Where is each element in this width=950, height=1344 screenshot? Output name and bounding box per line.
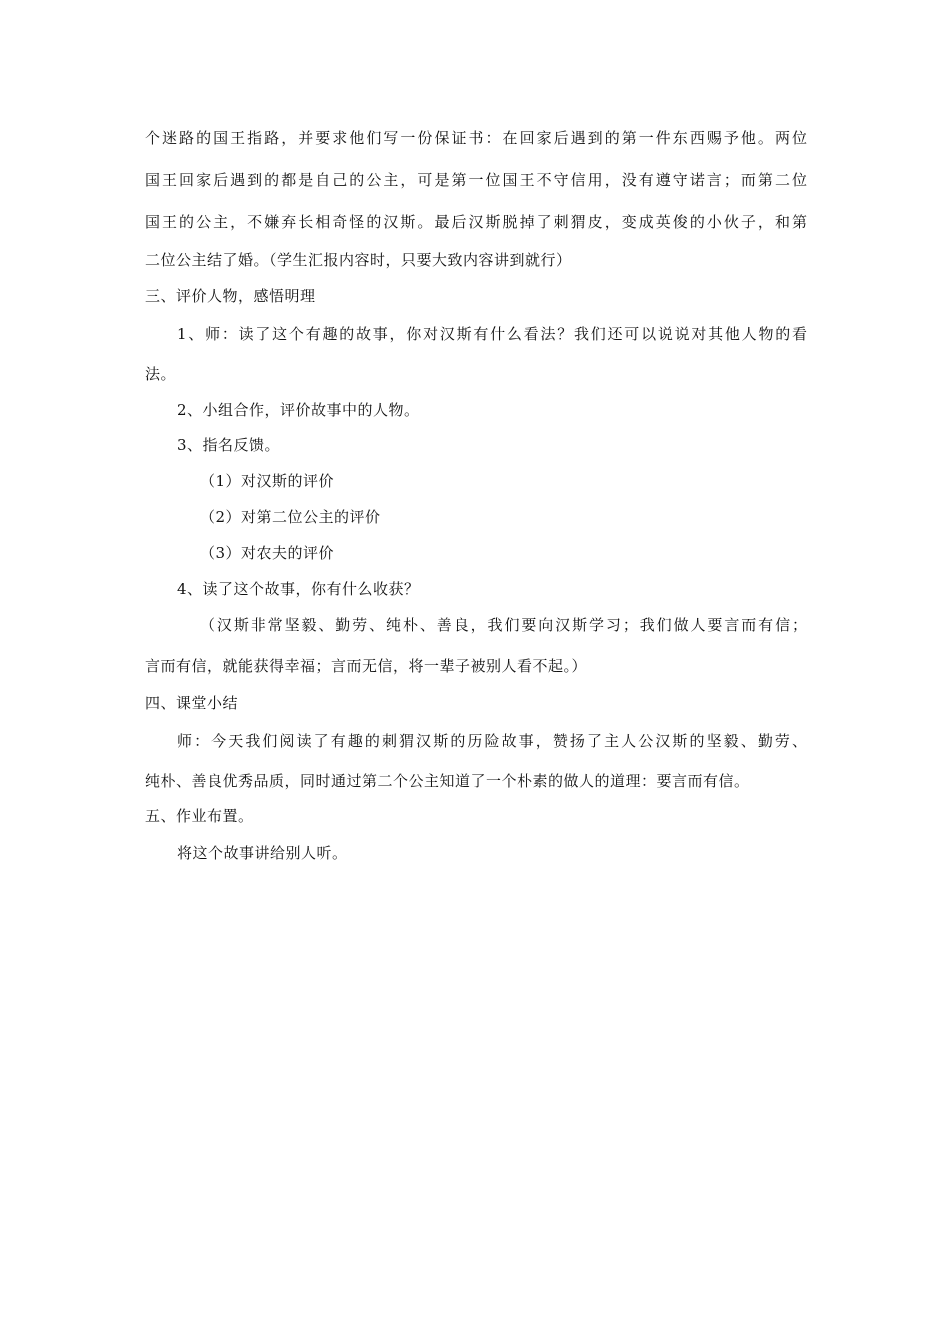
- paragraph-line: 国王回家后遇到的都是自己的公主，可是第一位国王不守信用，没有遵守诺言；而第二位: [145, 171, 807, 189]
- sub-list-item: （3）对农夫的评价: [200, 544, 335, 562]
- summary-text: 纯朴、善良优秀品质，同时通过第二个公主知道了一个朴素的做人的道理：要言而有信。: [145, 772, 750, 790]
- list-item-continuation: 法。: [145, 365, 177, 383]
- homework-text: 将这个故事讲给别人听。: [177, 844, 348, 862]
- paragraph-line: 国王的公主，不嫌弃长相奇怪的汉斯。最后汉斯脱掉了刺猬皮，变成英俊的小伙子，和第: [145, 213, 807, 231]
- summary-text: 师：今天我们阅读了有趣的刺猬汉斯的历险故事，赞扬了主人公汉斯的坚毅、勤劳、: [177, 732, 807, 750]
- list-item: 3、指名反馈。: [177, 436, 281, 454]
- section-heading: 三、评价人物，感悟明理: [145, 287, 316, 305]
- list-item: 4、读了这个故事，你有什么收获？: [177, 580, 420, 598]
- section-heading: 五、作业布置。: [145, 807, 254, 825]
- answer-text: （汉斯非常坚毅、勤劳、纯朴、善良，我们要向汉斯学习；我们做人要言而有信；: [200, 616, 807, 634]
- section-heading: 四、课堂小结: [145, 694, 239, 712]
- list-item: 1、师：读了这个有趣的故事，你对汉斯有什么看法？我们还可以说说对其他人物的看: [177, 325, 807, 343]
- list-item: 2、小组合作，评价故事中的人物。: [177, 401, 420, 419]
- sub-list-item: （1）对汉斯的评价: [200, 472, 335, 490]
- answer-text: 言而有信，就能获得幸福；言而无信，将一辈子被别人看不起。）: [145, 657, 588, 675]
- paragraph-line: 个迷路的国王指路，并要求他们写一份保证书：在回家后遇到的第一件东西赐予他。两位: [145, 129, 807, 147]
- sub-list-item: （2）对第二位公主的评价: [200, 508, 381, 526]
- paragraph-line: 二位公主结了婚。（学生汇报内容时，只要大致内容讲到就行）: [145, 251, 572, 269]
